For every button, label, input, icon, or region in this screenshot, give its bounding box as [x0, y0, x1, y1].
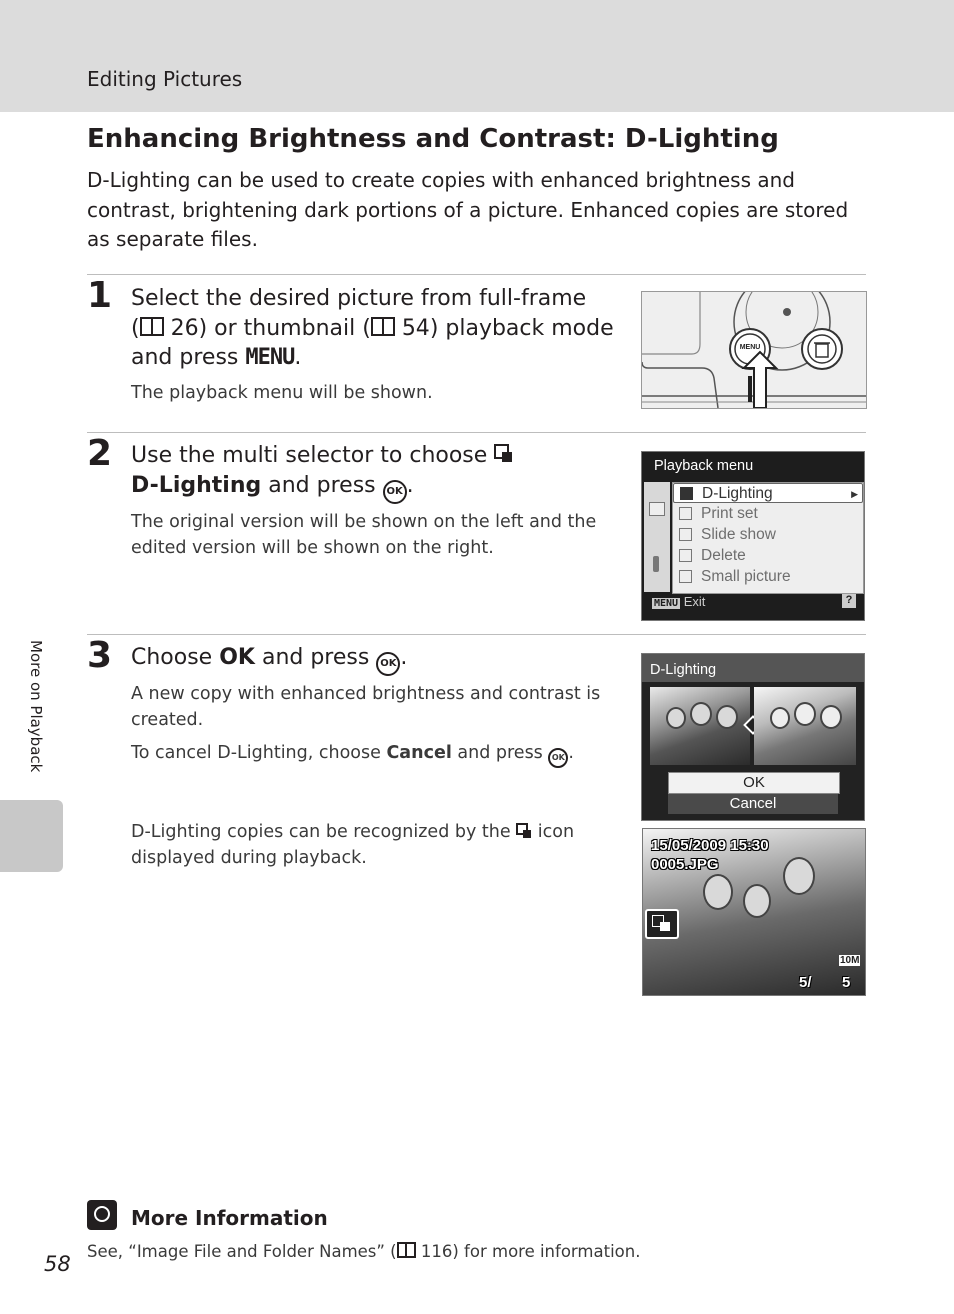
menu-item-print-set[interactable]: Print set	[673, 504, 863, 524]
more-information-text: See, “Image File and Folder Names” ( 116) for more information.	[87, 1242, 641, 1261]
book-icon	[140, 317, 164, 336]
menu-button-icon: MENU	[245, 345, 295, 370]
menu-button-label: MENU	[739, 344, 761, 351]
step-1-title: Select the desired picture from full-frame ( 26) or thumbnail ( 54) playback mode and press MENU.	[131, 286, 614, 370]
d-lighting-indicator-icon	[645, 909, 679, 939]
page-header	[0, 0, 954, 112]
page-title: Enhancing Brightness and Contrast: D-Lighting	[87, 124, 779, 154]
playback-screen	[642, 828, 866, 996]
menu-item-delete[interactable]: Delete	[673, 546, 863, 566]
datetime-readout: 15/05/2009 15:30	[651, 837, 769, 854]
menu-key-icon: MENU	[654, 598, 679, 609]
menu-tabs	[644, 482, 670, 592]
ok-button-icon: OK	[548, 748, 568, 768]
wrench-tab-icon	[653, 556, 659, 572]
slide-show-icon	[679, 528, 692, 541]
enhanced-picture	[754, 687, 856, 765]
step-3-note-2: To cancel D-Lighting, choose Cancel and press OK .	[131, 741, 621, 768]
camera-back-illustration	[641, 291, 867, 409]
menu-footer	[652, 594, 856, 612]
small-picture-icon	[679, 570, 692, 583]
step-number: 1	[87, 275, 113, 316]
ok-button-icon: OK	[376, 652, 400, 676]
step-3-note-3: D-Lighting copies can be recognized by the icon displayed during playback.	[131, 822, 575, 868]
step-3-note-1: A new copy with enhanced brightness and contrast is created.	[131, 684, 601, 730]
playback-menu-list	[672, 482, 864, 594]
trash-icon	[679, 549, 692, 562]
filename-readout: 0005.JPG	[651, 856, 719, 873]
original-picture	[650, 687, 750, 765]
page-number: 58	[44, 1252, 71, 1276]
play-tab-icon	[649, 502, 665, 516]
d-lighting-icon	[516, 823, 532, 839]
divider	[87, 432, 866, 433]
d-lighting-icon	[680, 487, 693, 500]
book-icon	[371, 317, 395, 336]
more-information-icon	[87, 1200, 117, 1230]
help-icon: ?	[842, 594, 856, 608]
step-3-title: Choose OK and press OK .	[131, 643, 621, 676]
d-lighting-title: D-Lighting	[650, 662, 717, 678]
d-lighting-icon	[494, 444, 514, 464]
intro-text: D-Lighting can be used to create copies with enhanced brightness and contrast, brightening dark portions of a picture. Enhanced copies are stored as separate files.	[87, 168, 849, 251]
step-number: 3	[87, 635, 113, 676]
ok-option[interactable]: OK	[668, 772, 840, 794]
print-icon	[679, 507, 692, 520]
menu-item-slide-show[interactable]: Slide show	[673, 525, 863, 545]
step-2-title: Use the multi selector to choose D-Lighting and press OK .	[131, 441, 621, 504]
more-information-heading: More Information	[131, 1206, 328, 1230]
d-lighting-screen	[641, 653, 865, 821]
playback-menu-title: Playback menu	[654, 458, 754, 474]
frame-counter: 5/	[799, 974, 812, 991]
menu-item-small-picture[interactable]: Small picture	[673, 567, 863, 587]
playback-menu-screen	[641, 451, 865, 621]
remaining-count: 5	[842, 974, 851, 991]
section-title: Editing Pictures	[87, 67, 243, 91]
divider	[87, 634, 866, 635]
sidebar-label: More on Playback	[27, 640, 45, 773]
step-1-note: The playback menu will be shown.	[131, 383, 433, 403]
step-number: 2	[87, 433, 113, 474]
menu-item-d-lighting[interactable]: D-Lighting ▶	[673, 483, 863, 503]
chevron-right-icon: ▶	[851, 489, 858, 499]
ok-button-icon: OK	[383, 480, 407, 504]
exit-label: Exit	[683, 594, 706, 609]
divider	[87, 274, 866, 275]
cancel-option[interactable]: Cancel	[668, 794, 838, 814]
sidebar-tab	[0, 800, 63, 872]
book-icon	[397, 1242, 416, 1258]
step-2-note: The original version will be shown on the left and the edited version will be shown on the right.	[131, 512, 597, 558]
image-size-icon: 10M	[840, 955, 860, 966]
